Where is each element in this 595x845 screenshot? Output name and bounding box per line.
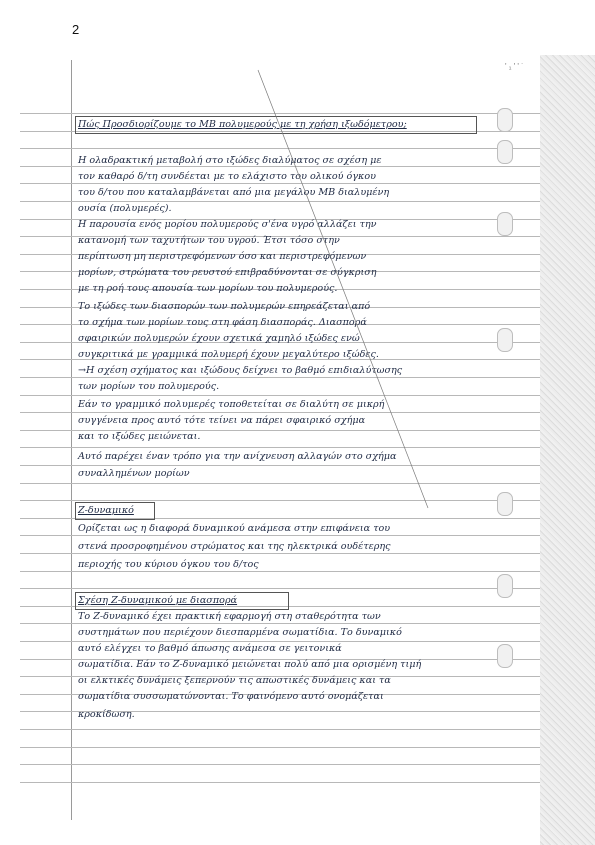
- text-line: Η παρουσία ενός μορίου πολυμερούς σ'ένα υγρό αλλάζει την: [78, 219, 377, 230]
- text-line: με τη ροή τους απουσία των μορίων του πολυμερούς.: [78, 283, 338, 294]
- text-line: των μορίων του πολυμερούς.: [78, 381, 220, 392]
- text-line: σωματίδια συσσωματώνονται. Το φαινόμενο αυτό ονομάζεται: [78, 691, 384, 702]
- text-line: και το ιξώδες μειώνεται.: [78, 431, 201, 442]
- text-line: →Η σχέση σχήματος και ιξώδους δείχνει το βαθμό επιδιαλύτωσης: [78, 365, 403, 376]
- question-heading: Πώς Προσδιορίζουμε το ΜΒ πολυμερούς με τη χρήση ιξωδόμετρου;: [78, 119, 407, 130]
- text-line: Αυτό παρέχει έναν τρόπο για την ανίχνευση αλλαγών στο σχήμα: [78, 451, 397, 462]
- text-line: στενά προσροφημένου στρώματος και της ηλεκτρικά ουδέτερης: [78, 541, 391, 552]
- text-line: Το Ζ-δυναμικό έχει πρακτική εφαρμογή στη σταθερότητα των: [78, 611, 381, 622]
- text-line: Το ιξώδες των διασπορών των πολυμερών επηρεάζεται από: [78, 301, 371, 312]
- text-line: συγγένεια προς αυτό τότε τείνει να πάρει σφαιρικό σχήμα: [78, 415, 366, 426]
- text-line: περιοχής του κύριου όγκου του δ/τος: [78, 559, 259, 570]
- text-line: περίπτωση μη περιστρεφόμενων όσο και περιστρεφόμενων: [78, 251, 367, 262]
- text-line: Ορίζεται ως η διαφορά δυναμικού ανάμεσα στην επιφάνεια του: [78, 523, 391, 534]
- text-line: ουσία (πολυμερές).: [78, 203, 172, 214]
- text-line: συναλλημένων μορίων: [78, 468, 190, 479]
- text-line: οι ελκτικές δυνάμεις ξεπερνούν τις απωστικές δυνάμεις και τα: [78, 675, 391, 686]
- corner-marks: ' ₁ ' ' ˙: [505, 62, 524, 71]
- text-line: Η ολαδρακτική μεταβολή στο ιξώδες διαλύματος σε σχέση με: [78, 155, 382, 166]
- text-line: του δ/του που καταλαμβάνεται από μια μεγάλου ΜΒ διαλυμένη: [78, 187, 390, 198]
- text-line: συγκριτικά με γραμμικά πολυμερή έχουν μεγαλύτερο ιξώδες.: [78, 349, 379, 360]
- text-line: σωματίδια. Εάν το Ζ-δυναμικό μειώνεται πολύ από μια ορισμένη τιμή: [78, 659, 422, 670]
- text-line: συστημάτων που περιέχουν διεσπαρμένα σωματίδια. Το δυναμικό: [78, 627, 402, 638]
- text-line: σφαιρικών πολυμερών έχουν σχετικά χαμηλό ιξώδες ενώ: [78, 333, 360, 344]
- text-line: κροκίδωση.: [78, 709, 135, 720]
- text-line: αυτό ελέγχει το βαθμό άπωσης ανάμεσα σε γειτονικά: [78, 643, 342, 654]
- text-line: Εάν το γραμμικό πολυμερές τοποθετείται σε διαλύτη σε μικρή: [78, 399, 385, 410]
- section-heading-zeta-dispersion: Σχέση Ζ-δυναμικού με διασπορά: [78, 595, 238, 606]
- text-line: μορίων, στρώματα του ρευστού επιβραδύνονται σε σύγκριση: [78, 267, 377, 278]
- page-number: 2: [72, 22, 80, 37]
- text-line: κατανομή των ταχυτήτων του υγρού. Έτσι τόσο στην: [78, 235, 340, 246]
- text-line: τον καθαρό δ/τη συνδέεται με το ελάχιστο του ολικού όγκου: [78, 171, 376, 182]
- text-line: το σχήμα των μορίων τους στη φάση διασποράς. Διασπορά: [78, 317, 367, 328]
- pencil-line: [258, 70, 428, 508]
- section-heading-zeta: Ζ-δυναμικό: [78, 505, 134, 516]
